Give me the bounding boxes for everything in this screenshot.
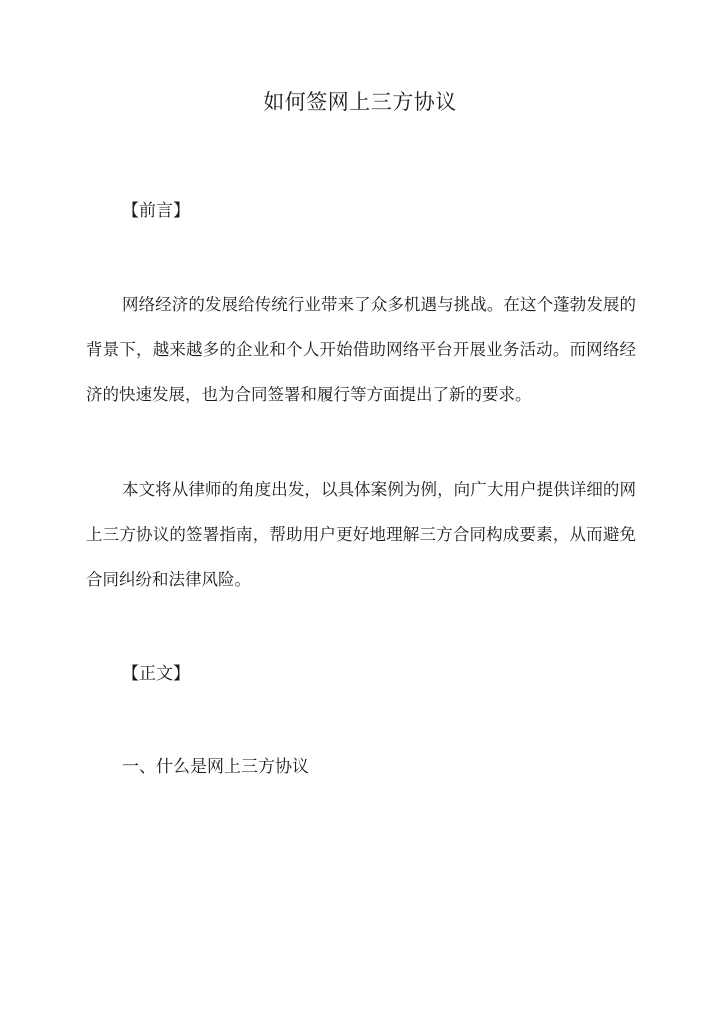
intro-paragraph-1: 网络经济的发展给传统行业带来了众多机遇与挑战。在这个蓬勃发展的背景下，越来越多的企业和个人开始借助网络平台开展业务活动。而网络经济的快速发展，也为合同签署和履行等方面提出了新的要求。 xyxy=(86,295,636,404)
intro-label: 【前言】 xyxy=(122,201,190,221)
section-heading: 一、什么是网上三方协议 xyxy=(122,757,309,777)
body-label: 【正文】 xyxy=(122,664,190,684)
document-title: 如何签网上三方协议 xyxy=(263,90,457,114)
intro-paragraph-2: 本文将从律师的角度出发，以具体案例为例，向广大用户提供详细的网上三方协议的签署指南，帮助用户更好地理解三方合同构成要素，从而避免合同纠纷和法律风险。 xyxy=(86,480,636,589)
